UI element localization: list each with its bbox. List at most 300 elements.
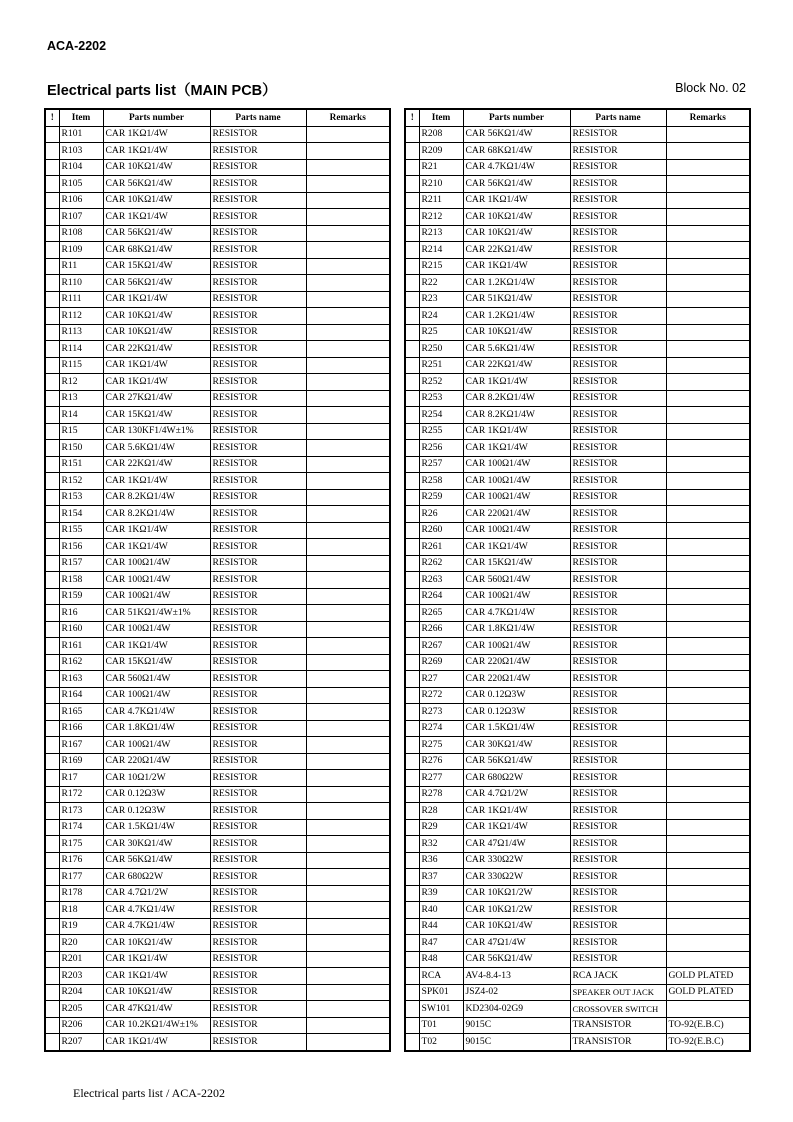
remarks-cell xyxy=(306,308,390,325)
parts-number-cell: CAR 51KΩ1/4W±1% xyxy=(103,605,210,622)
parts-number-cell: CAR 220Ω1/4W xyxy=(103,753,210,770)
table-row xyxy=(405,159,750,176)
mark-cell xyxy=(45,770,59,787)
parts-number-cell: KD2304-02G9 xyxy=(463,1001,570,1018)
item-cell: R20 xyxy=(59,935,103,952)
item-cell: R165 xyxy=(59,704,103,721)
table-row xyxy=(405,869,750,886)
remarks-cell xyxy=(666,357,750,374)
mark-cell xyxy=(45,803,59,820)
parts-name-cell: RESISTOR xyxy=(570,522,666,539)
parts-number-cell: CAR 47Ω1/4W xyxy=(463,836,570,853)
mark-cell xyxy=(45,704,59,721)
item-cell: R253 xyxy=(419,390,463,407)
item-cell: R13 xyxy=(59,390,103,407)
parts-name-cell: RESISTOR xyxy=(210,753,306,770)
item-cell: R44 xyxy=(419,918,463,935)
parts-name-cell: RESISTOR xyxy=(210,687,306,704)
table-row xyxy=(405,192,750,209)
table-row xyxy=(405,308,750,325)
remarks-cell xyxy=(306,209,390,226)
col-remarks: Remarks xyxy=(306,109,390,126)
item-cell: R104 xyxy=(59,159,103,176)
parts-number-cell: CAR 56KΩ1/4W xyxy=(463,176,570,193)
parts-name-cell: RESISTOR xyxy=(210,902,306,919)
parts-number-cell: CAR 560Ω1/4W xyxy=(463,572,570,589)
remarks-cell xyxy=(306,671,390,688)
remarks-cell xyxy=(306,407,390,424)
table-row xyxy=(405,720,750,737)
item-cell: R157 xyxy=(59,555,103,572)
mark-cell xyxy=(45,324,59,341)
item-cell: R278 xyxy=(419,786,463,803)
parts-number-cell: CAR 0.12Ω3W xyxy=(463,704,570,721)
mark-cell xyxy=(405,1001,419,1018)
table-row xyxy=(45,473,390,490)
table-row xyxy=(405,968,750,985)
remarks-cell xyxy=(306,720,390,737)
parts-name-cell: RESISTOR xyxy=(210,390,306,407)
table-row xyxy=(405,852,750,869)
item-cell: R28 xyxy=(419,803,463,820)
parts-number-cell: CAR 1KΩ1/4W xyxy=(463,539,570,556)
parts-number-cell: CAR 27KΩ1/4W xyxy=(103,390,210,407)
item-cell: R215 xyxy=(419,258,463,275)
remarks-cell xyxy=(666,225,750,242)
remarks-cell xyxy=(666,786,750,803)
table-row xyxy=(45,1001,390,1018)
item-cell: R27 xyxy=(419,671,463,688)
mark-cell xyxy=(45,390,59,407)
mark-cell xyxy=(45,275,59,292)
table-row xyxy=(45,275,390,292)
parts-name-cell: RESISTOR xyxy=(210,192,306,209)
mark-cell xyxy=(45,539,59,556)
remarks-cell xyxy=(306,902,390,919)
mark-cell xyxy=(405,324,419,341)
item-cell: R256 xyxy=(419,440,463,457)
parts-number-cell: CAR 10KΩ1/4W xyxy=(103,192,210,209)
parts-name-cell: RESISTOR xyxy=(210,720,306,737)
remarks-cell xyxy=(666,275,750,292)
mark-cell xyxy=(405,605,419,622)
mark-cell xyxy=(405,341,419,358)
item-cell: R47 xyxy=(419,935,463,952)
table-row xyxy=(45,852,390,869)
table-row xyxy=(405,770,750,787)
item-cell: R161 xyxy=(59,638,103,655)
item-cell: R108 xyxy=(59,225,103,242)
table-row xyxy=(405,423,750,440)
mark-cell xyxy=(405,803,419,820)
mark-cell xyxy=(45,176,59,193)
col-item: Item xyxy=(419,109,463,126)
table-row xyxy=(45,704,390,721)
parts-number-cell: CAR 0.12Ω3W xyxy=(463,687,570,704)
parts-number-cell: CAR 1.2KΩ1/4W xyxy=(463,308,570,325)
mark-cell xyxy=(45,407,59,424)
table-row xyxy=(405,555,750,572)
remarks-cell xyxy=(306,258,390,275)
table-row xyxy=(45,291,390,308)
parts-number-cell: CAR 680Ω2W xyxy=(463,770,570,787)
parts-name-cell: RESISTOR xyxy=(210,308,306,325)
item-cell: R23 xyxy=(419,291,463,308)
parts-number-cell: CAR 100Ω1/4W xyxy=(103,737,210,754)
parts-number-cell: CAR 15KΩ1/4W xyxy=(103,407,210,424)
remarks-cell xyxy=(666,852,750,869)
item-cell: R113 xyxy=(59,324,103,341)
parts-number-cell: CAR 56KΩ1/4W xyxy=(103,275,210,292)
table-row xyxy=(405,704,750,721)
mark-cell xyxy=(45,885,59,902)
remarks-cell xyxy=(306,374,390,391)
table-row xyxy=(405,258,750,275)
table-row xyxy=(45,671,390,688)
parts-name-cell: RESISTOR xyxy=(210,638,306,655)
table-row xyxy=(45,341,390,358)
parts-name-cell: CROSSOVER SWITCH xyxy=(570,1001,666,1018)
remarks-cell xyxy=(306,935,390,952)
table-row xyxy=(405,1034,750,1051)
parts-number-cell: CAR 10Ω1/2W xyxy=(103,770,210,787)
table-row xyxy=(45,885,390,902)
parts-number-cell: CAR 8.2KΩ1/4W xyxy=(103,506,210,523)
parts-name-cell: RESISTOR xyxy=(210,1001,306,1018)
parts-name-cell: RESISTOR xyxy=(210,803,306,820)
parts-name-cell: RESISTOR xyxy=(570,539,666,556)
parts-number-cell: CAR 1KΩ1/4W xyxy=(103,522,210,539)
mark-cell xyxy=(405,291,419,308)
item-cell: R40 xyxy=(419,902,463,919)
item-cell: R166 xyxy=(59,720,103,737)
remarks-cell xyxy=(666,836,750,853)
mark-cell xyxy=(405,737,419,754)
parts-number-cell: CAR 8.2KΩ1/4W xyxy=(463,407,570,424)
parts-name-cell: RESISTOR xyxy=(570,258,666,275)
parts-name-cell: RESISTOR xyxy=(210,935,306,952)
table-row xyxy=(45,918,390,935)
table-row xyxy=(45,143,390,160)
remarks-cell xyxy=(306,506,390,523)
table-row xyxy=(405,357,750,374)
table-row xyxy=(405,588,750,605)
item-cell: R105 xyxy=(59,176,103,193)
mark-cell xyxy=(45,654,59,671)
parts-number-cell: CAR 1KΩ1/4W xyxy=(103,951,210,968)
table-row xyxy=(405,605,750,622)
item-cell: T02 xyxy=(419,1034,463,1051)
parts-number-cell: CAR 330Ω2W xyxy=(463,852,570,869)
parts-number-cell: CAR 56KΩ1/4W xyxy=(463,753,570,770)
parts-name-cell: RESISTOR xyxy=(570,786,666,803)
mark-cell xyxy=(45,638,59,655)
remarks-cell xyxy=(306,324,390,341)
parts-number-cell: CAR 10KΩ1/2W xyxy=(463,902,570,919)
page-title: Electrical parts list（MAIN PCB） xyxy=(47,83,277,99)
table-row xyxy=(405,440,750,457)
parts-name-cell: RESISTOR xyxy=(210,489,306,506)
parts-name-cell: RESISTOR xyxy=(570,423,666,440)
table-row xyxy=(405,786,750,803)
parts-name-cell: RESISTOR xyxy=(570,555,666,572)
table-row xyxy=(405,737,750,754)
table-row xyxy=(405,984,750,1001)
item-cell: R152 xyxy=(59,473,103,490)
mark-cell xyxy=(405,225,419,242)
parts-name-cell: RESISTOR xyxy=(570,324,666,341)
table-row xyxy=(405,935,750,952)
mark-cell xyxy=(45,687,59,704)
table-row xyxy=(405,687,750,704)
parts-name-cell: RESISTOR xyxy=(210,869,306,886)
mark-cell xyxy=(405,951,419,968)
item-cell: R266 xyxy=(419,621,463,638)
item-cell: R107 xyxy=(59,209,103,226)
item-cell: R178 xyxy=(59,885,103,902)
table-row xyxy=(45,258,390,275)
mark-cell xyxy=(405,836,419,853)
model-number: ACA-2202 xyxy=(47,39,107,53)
item-cell: R174 xyxy=(59,819,103,836)
col-remarks: Remarks xyxy=(666,109,750,126)
item-cell: RCA xyxy=(419,968,463,985)
remarks-cell xyxy=(306,737,390,754)
mark-cell xyxy=(45,951,59,968)
parts-name-cell: RESISTOR xyxy=(570,951,666,968)
remarks-cell xyxy=(666,737,750,754)
parts-name-cell: RESISTOR xyxy=(210,242,306,259)
remarks-cell xyxy=(666,291,750,308)
remarks-cell xyxy=(666,192,750,209)
parts-name-cell: RESISTOR xyxy=(570,572,666,589)
parts-name-cell: RESISTOR xyxy=(210,836,306,853)
remarks-cell xyxy=(666,555,750,572)
remarks-cell xyxy=(666,473,750,490)
remarks-cell xyxy=(666,902,750,919)
table-row xyxy=(405,126,750,143)
remarks-cell xyxy=(306,819,390,836)
table-row xyxy=(45,951,390,968)
parts-number-cell: CAR 10KΩ1/4W xyxy=(103,324,210,341)
table-row xyxy=(45,836,390,853)
remarks-cell xyxy=(666,522,750,539)
item-cell: R26 xyxy=(419,506,463,523)
mark-cell xyxy=(405,473,419,490)
item-cell: R275 xyxy=(419,737,463,754)
parts-number-cell: CAR 51KΩ1/4W xyxy=(463,291,570,308)
parts-name-cell: RESISTOR xyxy=(210,506,306,523)
parts-name-cell: RESISTOR xyxy=(210,770,306,787)
parts-number-cell: CAR 68KΩ1/4W xyxy=(103,242,210,259)
parts-number-cell: CAR 1KΩ1/4W xyxy=(463,803,570,820)
item-cell: R24 xyxy=(419,308,463,325)
item-cell: R273 xyxy=(419,704,463,721)
item-cell: R176 xyxy=(59,852,103,869)
mark-cell xyxy=(45,225,59,242)
remarks-cell xyxy=(666,621,750,638)
parts-number-cell: CAR 10KΩ1/4W xyxy=(463,918,570,935)
table-row xyxy=(405,225,750,242)
parts-number-cell: JSZ4-02 xyxy=(463,984,570,1001)
parts-number-cell: CAR 1KΩ1/4W xyxy=(103,1034,210,1051)
item-cell: R103 xyxy=(59,143,103,160)
remarks-cell xyxy=(306,390,390,407)
parts-number-cell: CAR 680Ω2W xyxy=(103,869,210,886)
item-cell: R276 xyxy=(419,753,463,770)
remarks-cell xyxy=(666,126,750,143)
item-cell: R156 xyxy=(59,539,103,556)
table-row xyxy=(45,786,390,803)
parts-name-cell: RESISTOR xyxy=(210,852,306,869)
item-cell: R209 xyxy=(419,143,463,160)
parts-name-cell: RESISTOR xyxy=(210,671,306,688)
parts-number-cell: CAR 330Ω2W xyxy=(463,869,570,886)
remarks-cell xyxy=(666,819,750,836)
table-row xyxy=(45,423,390,440)
parts-name-cell: RESISTOR xyxy=(210,704,306,721)
mark-cell xyxy=(45,374,59,391)
item-cell: R213 xyxy=(419,225,463,242)
item-cell: R110 xyxy=(59,275,103,292)
item-cell: R211 xyxy=(419,192,463,209)
block-number: Block No. 02 xyxy=(675,81,746,95)
parts-name-cell: RESISTOR xyxy=(210,143,306,160)
table-row xyxy=(405,143,750,160)
parts-number-cell: CAR 100Ω1/4W xyxy=(463,489,570,506)
parts-name-cell: RESISTOR xyxy=(570,192,666,209)
parts-name-cell: RESISTOR xyxy=(570,753,666,770)
mark-cell xyxy=(45,242,59,259)
mark-cell xyxy=(45,935,59,952)
mark-cell xyxy=(405,638,419,655)
mark-cell xyxy=(45,621,59,638)
table-row xyxy=(45,1017,390,1034)
parts-name-cell: RESISTOR xyxy=(570,374,666,391)
parts-name-cell: RESISTOR xyxy=(570,291,666,308)
table-row xyxy=(405,654,750,671)
item-cell: R252 xyxy=(419,374,463,391)
table-row xyxy=(405,473,750,490)
remarks-cell xyxy=(306,225,390,242)
mark-cell xyxy=(45,209,59,226)
mark-cell xyxy=(45,1017,59,1034)
mark-cell xyxy=(405,869,419,886)
parts-number-cell: 9015C xyxy=(463,1034,570,1051)
remarks-cell xyxy=(666,143,750,160)
parts-number-cell: CAR 1KΩ1/4W xyxy=(103,209,210,226)
parts-name-cell: RESISTOR xyxy=(570,390,666,407)
parts-name-cell: RESISTOR xyxy=(210,539,306,556)
parts-name-cell: RESISTOR xyxy=(210,984,306,1001)
col-mark: ! xyxy=(405,109,419,126)
table-row xyxy=(45,374,390,391)
parts-name-cell: TRANSISTOR xyxy=(570,1017,666,1034)
item-cell: R163 xyxy=(59,671,103,688)
parts-name-cell: RESISTOR xyxy=(570,621,666,638)
table-row xyxy=(45,819,390,836)
table-row xyxy=(405,324,750,341)
col-parts-number: Parts number xyxy=(463,109,570,126)
mark-cell xyxy=(45,473,59,490)
mark-cell xyxy=(405,753,419,770)
table-row xyxy=(45,588,390,605)
remarks-cell xyxy=(666,308,750,325)
parts-number-cell: CAR 4.7KΩ1/4W xyxy=(103,704,210,721)
mark-cell xyxy=(405,1034,419,1051)
table-row xyxy=(405,819,750,836)
table-row xyxy=(45,440,390,457)
mark-cell xyxy=(45,836,59,853)
item-cell: R151 xyxy=(59,456,103,473)
parts-number-cell: CAR 1KΩ1/4W xyxy=(463,374,570,391)
parts-name-cell: RESISTOR xyxy=(570,407,666,424)
item-cell: R260 xyxy=(419,522,463,539)
parts-number-cell: CAR 560Ω1/4W xyxy=(103,671,210,688)
remarks-cell: TO-92(E.B.C) xyxy=(666,1017,750,1034)
mark-cell xyxy=(405,506,419,523)
mark-cell xyxy=(45,489,59,506)
remarks-cell xyxy=(666,407,750,424)
item-cell: R37 xyxy=(419,869,463,886)
table-row xyxy=(405,456,750,473)
item-cell: R169 xyxy=(59,753,103,770)
parts-number-cell: CAR 10KΩ1/4W xyxy=(463,209,570,226)
table-row xyxy=(45,902,390,919)
remarks-cell xyxy=(666,803,750,820)
remarks-cell xyxy=(306,605,390,622)
parts-name-cell: RESISTOR xyxy=(210,588,306,605)
mark-cell xyxy=(45,555,59,572)
mark-cell xyxy=(405,489,419,506)
parts-number-cell: CAR 1KΩ1/4W xyxy=(463,819,570,836)
mark-cell xyxy=(45,159,59,176)
parts-name-cell: RESISTOR xyxy=(570,588,666,605)
parts-number-cell: CAR 220Ω1/4W xyxy=(463,654,570,671)
item-cell: R258 xyxy=(419,473,463,490)
table-row xyxy=(45,737,390,754)
item-cell: R164 xyxy=(59,687,103,704)
parts-number-cell: CAR 100Ω1/4W xyxy=(463,588,570,605)
col-mark: ! xyxy=(45,109,59,126)
parts-name-cell: RESISTOR xyxy=(210,1017,306,1034)
item-cell: R206 xyxy=(59,1017,103,1034)
mark-cell xyxy=(45,456,59,473)
item-cell: R177 xyxy=(59,869,103,886)
remarks-cell xyxy=(306,159,390,176)
item-cell: R48 xyxy=(419,951,463,968)
remarks-cell xyxy=(666,159,750,176)
remarks-cell xyxy=(306,687,390,704)
table-row xyxy=(45,176,390,193)
table-row xyxy=(45,390,390,407)
item-cell: R21 xyxy=(419,159,463,176)
parts-table-right xyxy=(404,108,751,1052)
remarks-cell xyxy=(666,374,750,391)
parts-name-cell: RESISTOR xyxy=(570,803,666,820)
mark-cell xyxy=(405,671,419,688)
parts-number-cell: CAR 1.8KΩ1/4W xyxy=(463,621,570,638)
table-row xyxy=(45,324,390,341)
col-parts-number: Parts number xyxy=(103,109,210,126)
parts-name-cell: RESISTOR xyxy=(570,225,666,242)
parts-name-cell: RCA JACK xyxy=(570,968,666,985)
mark-cell xyxy=(405,918,419,935)
item-cell: R158 xyxy=(59,572,103,589)
mark-cell xyxy=(45,258,59,275)
item-cell: R29 xyxy=(419,819,463,836)
item-cell: R160 xyxy=(59,621,103,638)
